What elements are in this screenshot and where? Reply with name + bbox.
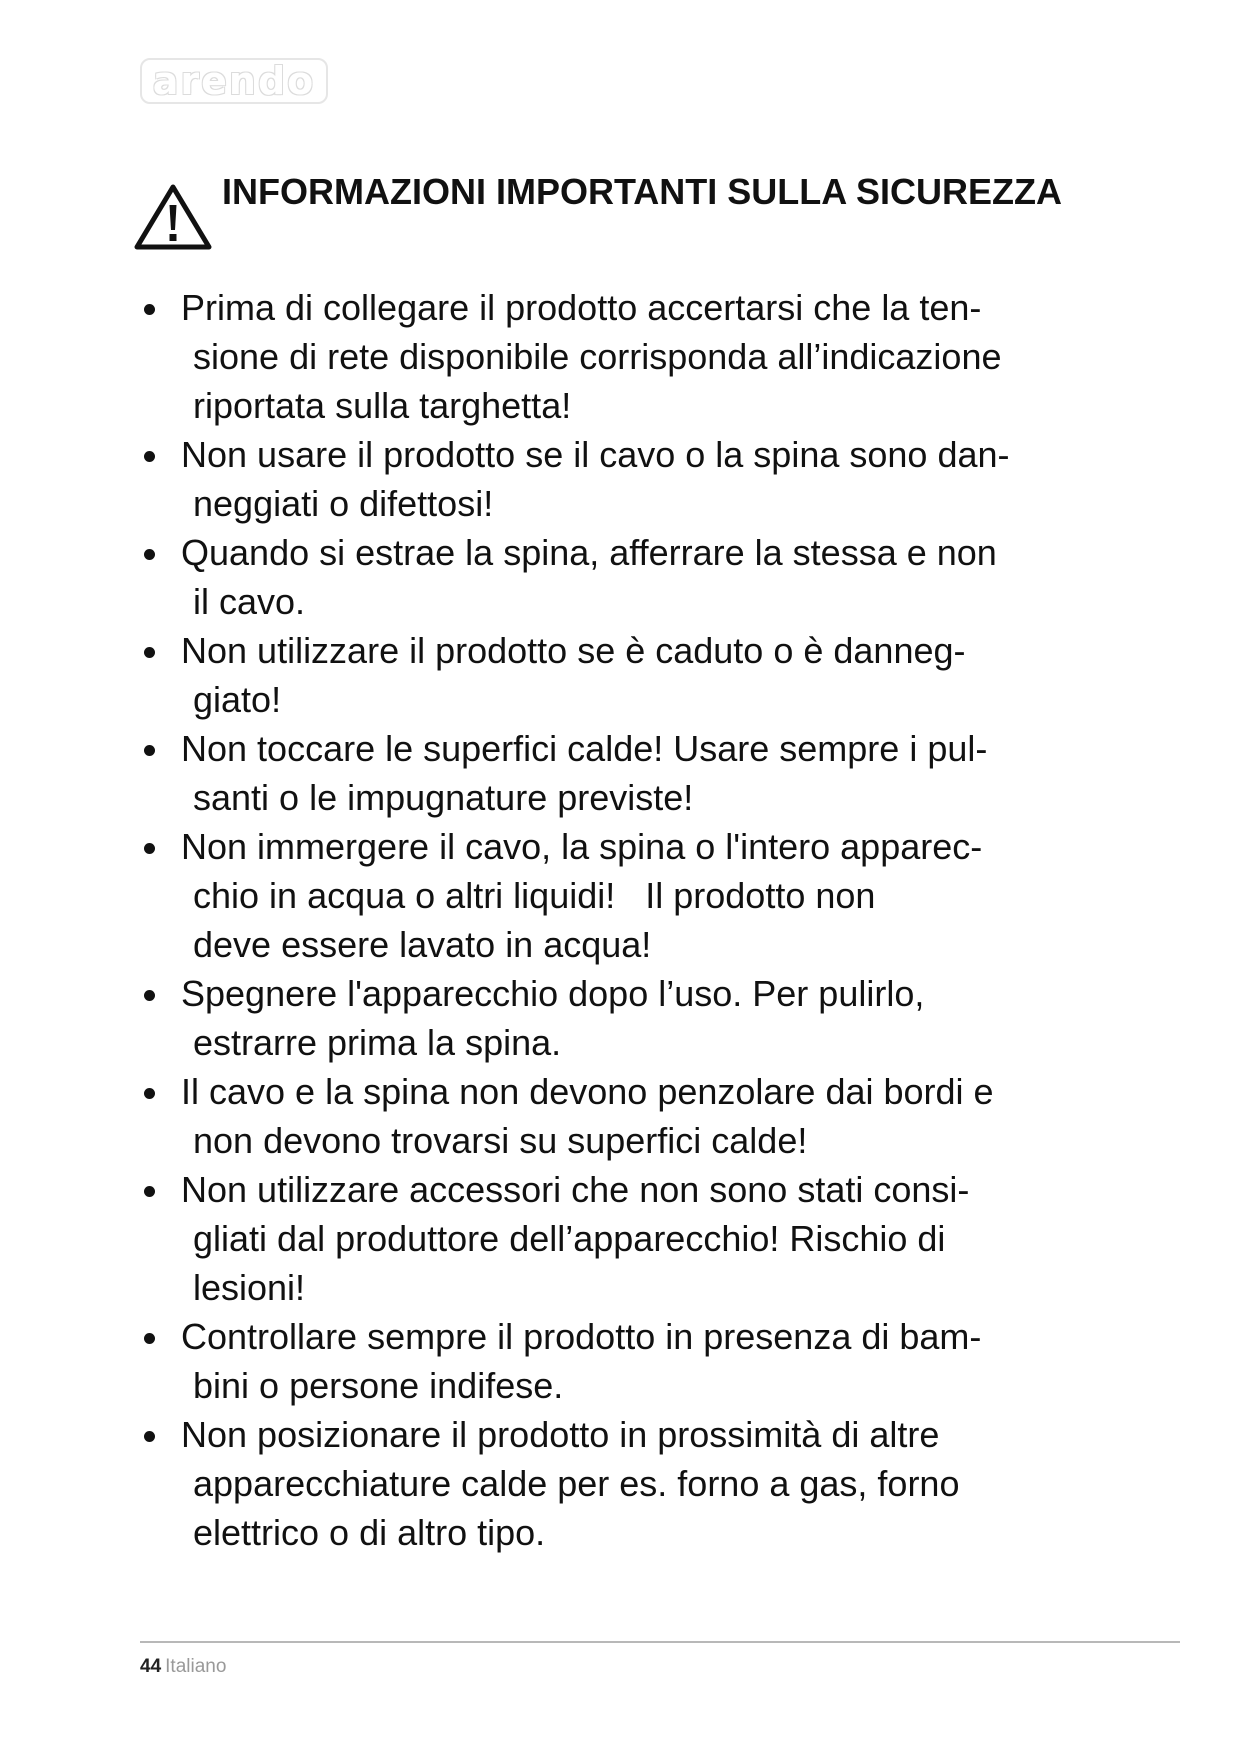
- safety-item-text-line: lesioni!: [193, 1267, 306, 1308]
- safety-item-text-line: il cavo.: [193, 581, 306, 622]
- bullet-icon: [144, 1088, 155, 1099]
- safety-item: [140, 822, 1100, 969]
- safety-item-text-line: giato!: [193, 679, 282, 720]
- safety-item: [140, 1312, 1100, 1410]
- safety-item-text-line: Prima di collegare il prodotto accertarsi che la ten-: [181, 287, 982, 328]
- safety-item: [140, 724, 1100, 822]
- safety-item-text-line: Il cavo e la spina non devono penzolare dai bordi e: [181, 1071, 994, 1112]
- safety-item-text-line: Non posizionare il prodotto in prossimità di altre: [181, 1414, 940, 1455]
- safety-item: [140, 430, 1100, 528]
- safety-item: [140, 1165, 1100, 1312]
- safety-item-text-line: elettrico o di altro tipo.: [193, 1512, 546, 1553]
- bullet-icon: [144, 745, 155, 756]
- bullet-icon: [144, 647, 155, 658]
- safety-item: [140, 626, 1100, 724]
- safety-item-text-line: non devono trovarsi su superfici calde!: [193, 1120, 808, 1161]
- page-heading: INFORMAZIONI IMPORTANTI SULLA SICUREZZA: [222, 171, 1062, 212]
- page-number: 44: [140, 1656, 162, 1677]
- safety-item: [140, 283, 1100, 430]
- safety-item-text-line: Non utilizzare accessori che non sono stati consi-: [181, 1169, 970, 1210]
- safety-item-text-line: Spegnere l'apparecchio dopo l’uso. Per pulirlo,: [181, 973, 925, 1014]
- safety-item-text-line: Non toccare le superfici calde! Usare sempre i pul-: [181, 728, 988, 769]
- warning-triangle-icon: [133, 183, 213, 251]
- safety-item: [140, 1410, 1100, 1557]
- safety-item-text-line: bini o persone indifese.: [193, 1365, 564, 1406]
- brand-logo: arendo: [140, 58, 328, 104]
- safety-item-text-line: Non immergere il cavo, la spina o l'intero apparec-: [181, 826, 983, 867]
- safety-item-text-line: riportata sulla targhetta!: [193, 385, 572, 426]
- safety-item-text-line: deve essere lavato in acqua!: [193, 924, 652, 965]
- safety-item: [140, 969, 1100, 1067]
- bullet-icon: [144, 1186, 155, 1197]
- footer-language: Italiano: [165, 1656, 227, 1677]
- safety-item-text-line: chio in acqua o altri liquidi! Il prodotto non: [193, 875, 876, 916]
- bullet-icon: [144, 549, 155, 560]
- safety-item-text-line: apparecchiature calde per es. forno a gas, forno: [193, 1463, 960, 1504]
- safety-item: [140, 1067, 1100, 1165]
- bullet-icon: [144, 1333, 155, 1344]
- bullet-icon: [144, 451, 155, 462]
- safety-item-text-line: sione di rete disponibile corrisponda all’indicazione: [193, 336, 1002, 377]
- safety-instructions-list: [140, 283, 1100, 1557]
- bullet-icon: [144, 1431, 155, 1442]
- safety-item-text-line: estrarre prima la spina.: [193, 1022, 562, 1063]
- bullet-icon: [144, 304, 155, 315]
- safety-item-text-line: santi o le impugnature previste!: [193, 777, 694, 818]
- safety-item-text-line: gliati dal produttore dell’apparecchio! Rischio di: [193, 1218, 946, 1259]
- safety-item: [140, 528, 1100, 626]
- safety-item-text-line: neggiati o difettosi!: [193, 483, 494, 524]
- page-footer: [140, 1655, 226, 1679]
- bullet-icon: [144, 990, 155, 1001]
- footer-divider: [140, 1641, 1180, 1643]
- bullet-icon: [144, 843, 155, 854]
- safety-item-text-line: Controllare sempre il prodotto in presenza di bam-: [181, 1316, 982, 1357]
- safety-item-text-line: Non utilizzare il prodotto se è caduto o è danneg-: [181, 630, 966, 671]
- safety-item-text-line: Quando si estrae la spina, afferrare la stessa e non: [181, 532, 997, 573]
- safety-item-text-line: Non usare il prodotto se il cavo o la spina sono dan-: [181, 434, 1010, 475]
